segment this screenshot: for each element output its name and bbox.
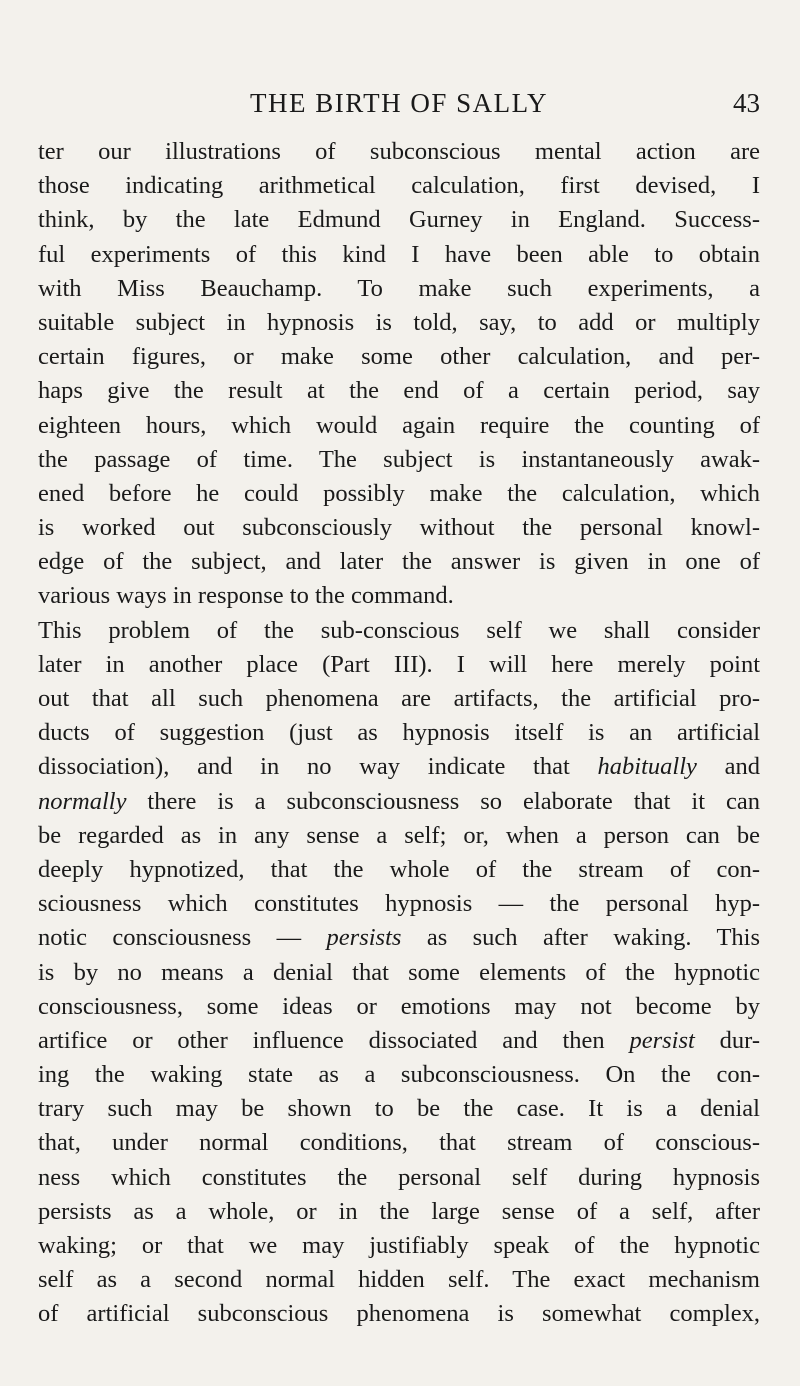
text-line: ducts of suggestion (just as hypnosis itself is an artificial (38, 719, 760, 747)
italic-word: habitually (597, 753, 697, 781)
text-line (38, 921, 760, 955)
text-line: ened before he could possibly make the calculation, which (38, 479, 760, 507)
text-line: think, by the late Edmund Gurney in England. Success- (38, 206, 760, 234)
text-span: notic consciousness — (38, 924, 327, 952)
text-line: the passage of time. The subject is instantaneously awak- (38, 445, 760, 473)
text-line: out that all such phenomena are artifacts, the artificial pro- (38, 685, 760, 712)
text-line: is by no means a denial that some elements of the hypnotic (38, 958, 760, 986)
text-line: waking; or that we may justifiably speak of the hypnotic (38, 1232, 760, 1259)
italic-word: persist (629, 1026, 695, 1054)
text-span: there is a subconsciousness so elaborate that it can (126, 787, 760, 815)
text-line: various ways in response to the command. (38, 582, 454, 610)
text-line: with Miss Beauchamp. To make such experiments, a (38, 274, 760, 302)
text-line: self as a second normal hidden self. The exact mechanism (38, 1266, 760, 1294)
text-line: ful experiments of this kind I have been able to obtain (38, 240, 760, 268)
text-line: trary such may be shown to be the case. It is a denial (38, 1095, 760, 1123)
text-line: suitable subject in hypnosis is told, say, to add or multiply (38, 308, 760, 336)
text-span: artifice or other influence dissociated and then (38, 1026, 630, 1054)
italic-word: persists (326, 924, 402, 952)
text-line: haps give the result at the end of a certain period, say (38, 377, 760, 405)
text-span: as such after waking. This (401, 924, 760, 952)
text-line: edge of the subject, and later the answer is given in one of (38, 548, 760, 576)
text-line: certain figures, or make some other calculation, and per- (38, 343, 760, 371)
text-span: and (696, 753, 761, 781)
text-line (38, 750, 760, 784)
text-line: deeply hypnotized, that the whole of the stream of con- (38, 855, 760, 883)
body-text (38, 135, 760, 1332)
page-number: 43 (733, 88, 760, 118)
text-line: of artificial subconscious phenomena is somewhat complex, (38, 1300, 760, 1328)
text-line: is worked out subconsciously without the personal knowl- (38, 514, 760, 542)
text-line: sciousness which constitutes hypnosis — the personal hyp- (38, 890, 760, 918)
text-line: ing the waking state as a subconsciousness. On the con- (38, 1061, 760, 1089)
text-span: dissociation), and in no way indicate that (38, 753, 598, 781)
text-line: later in another place (Part III). I will here merely point (38, 650, 760, 678)
text-line (38, 785, 760, 819)
text-line: ness which constitutes the personal self during hypnosis (38, 1163, 760, 1191)
italic-word: normally (38, 787, 127, 815)
text-line: consciousness, some ideas or emotions may not become by (38, 992, 760, 1020)
text-line: persists as a whole, or in the large sense of a self, after (38, 1197, 760, 1225)
text-line: This problem of the sub-conscious self we shall consider (38, 616, 760, 644)
text-line: eighteen hours, which would again require the counting of (38, 411, 760, 439)
text-line: those indicating arithmetical calculation, first devised, I (38, 172, 760, 200)
text-line: that, under normal conditions, that stream of conscious- (38, 1129, 760, 1157)
text-line (38, 1024, 760, 1058)
page-header (38, 88, 760, 128)
text-line: ter our illustrations of subconscious mental action are (38, 138, 760, 165)
running-head: THE BIRTH OF SALLY (250, 88, 548, 118)
text-span: dur- (694, 1026, 760, 1054)
text-line: be regarded as in any sense a self; or, when a person can be (38, 821, 760, 849)
